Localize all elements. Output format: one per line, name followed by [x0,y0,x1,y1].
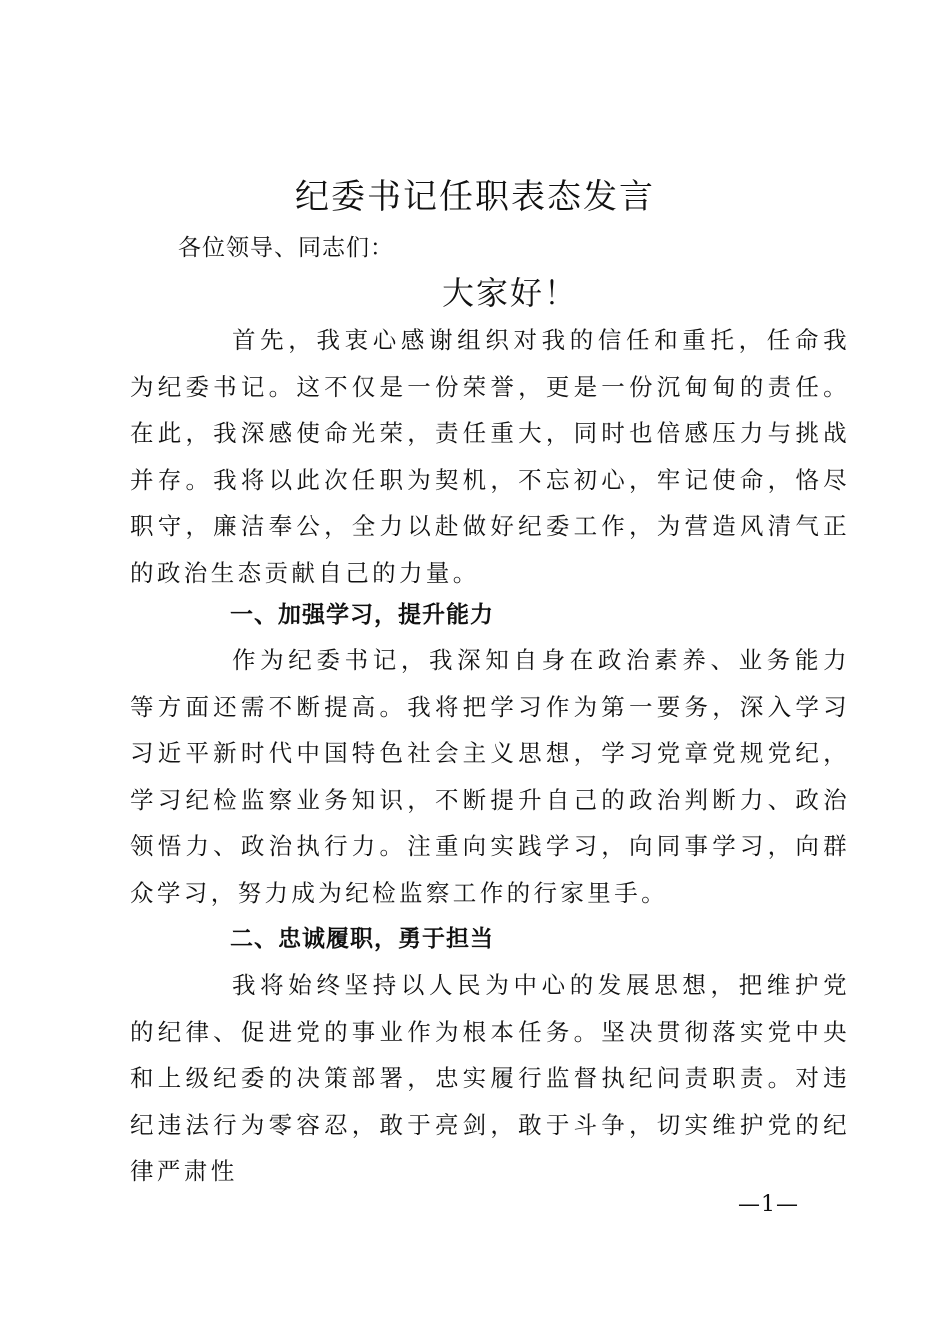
paragraph-duty: 我将始终坚持以人民为中心的发展思想，把维护党的纪律、促进党的事业作为根本任务。坚决贯彻落实党中央和上级纪委的决策部署，忠实履行监督执纪问责职责。对违纪违法行为零容忍，敢于亮剑，敢于斗争，切实维护党的纪律严肃性 [130,971,850,1185]
page-number: —1— [738,1192,799,1217]
document-title: 纪委书记任职表态发言 [295,177,655,217]
section-heading-one: 一、加强学习，提升能力 [230,602,494,628]
salutation: 各位领导、同志们： [178,235,394,261]
paragraph-intro: 首先，我衷心感谢组织对我的信任和重托，任命我为纪委书记。这不仅是一份荣誉，更是一份沉甸甸的责任。在此，我深感使命光荣，责任重大，同时也倍感压力与挑战并存。我将以此次任职为契机，不忘初心，牢记使命，恪尽职守，廉洁奉公，全力以赴做好纪委工作，为营造风清气正的政治生态贡献自己的力量。 [130,326,850,587]
greeting: 大家好！ [441,274,578,312]
paragraph-study: 作为纪委书记，我深知自身在政治素养、业务能力等方面还需不断提高。我将把学习作为第一要务，深入学习习近平新时代中国特色社会主义思想，学习党章党规党纪，学习纪检监察业务知识，不断提升自己的政治判断力、政治领悟力、政治执行力。注重向实践学习，向同事学习，向群众学习，努力成为纪检监察工作的行家里手。 [130,646,850,907]
section-heading-two: 二、忠诚履职，勇于担当 [230,926,494,952]
